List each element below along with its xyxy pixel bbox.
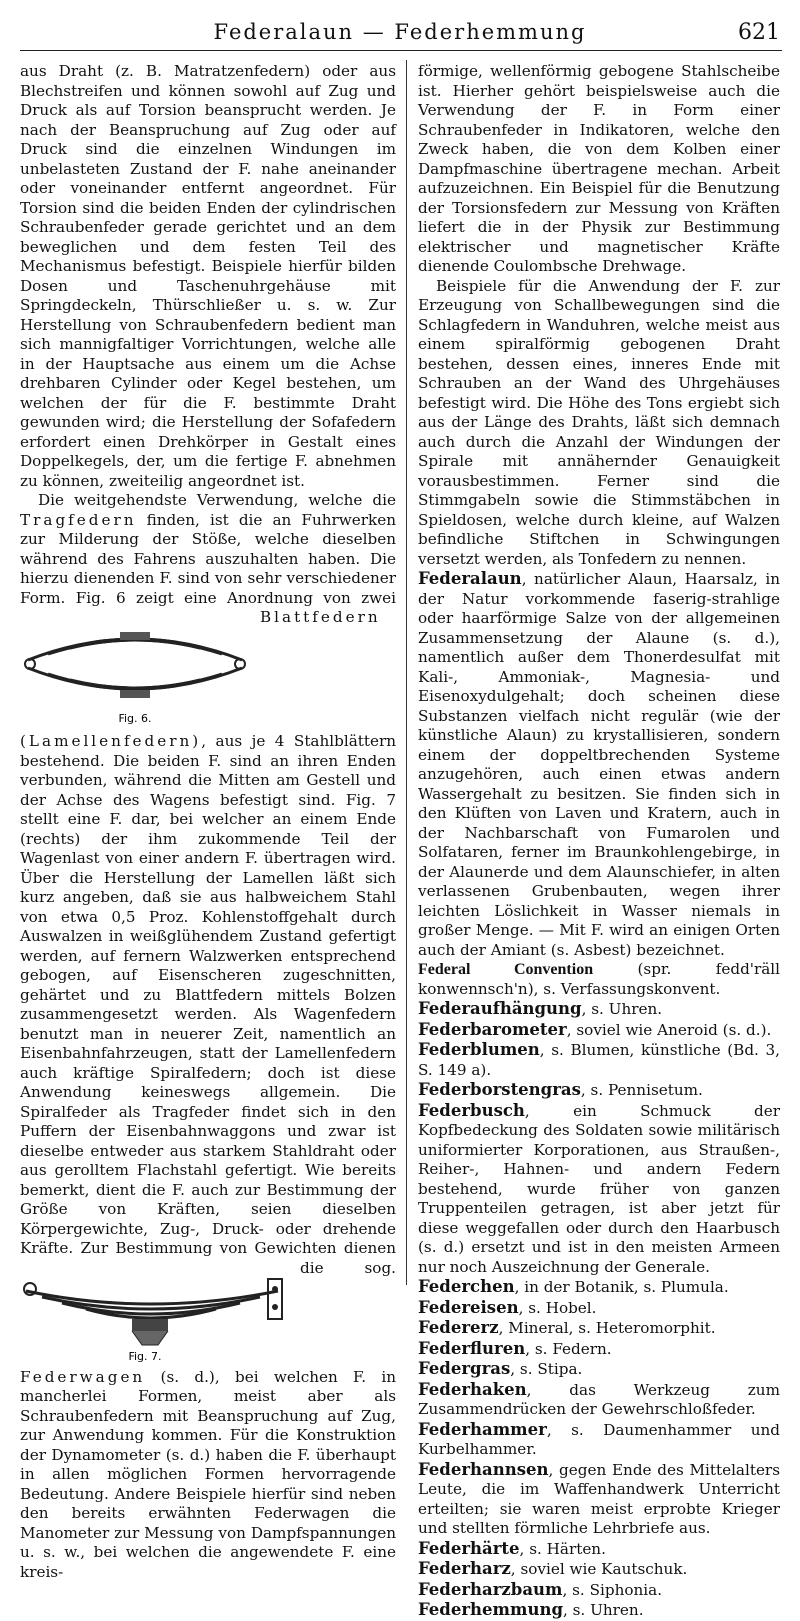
- dictionary-entry: [418, 569, 780, 960]
- dictionary-entry: [418, 1380, 780, 1420]
- text-run: finden, ist die an Fuhrwerken zur Milderung der Stöße, welche dieselben während des Fahrens auszuhalten haben. Die hierzu dienenden F. sind von sehr verschiedener Form. Fig. 6 zeigt eine Anordnung von zwei: [20, 510, 396, 607]
- entry-text: , soviel wie Kautschuk.: [510, 1560, 688, 1578]
- entry-headword: Federhaken: [418, 1379, 527, 1399]
- dictionary-entry: [418, 1020, 780, 1041]
- entry-text: , s. Siphonia.: [562, 1580, 663, 1599]
- page-header: [20, 12, 780, 52]
- dictionary-entry: [418, 1298, 780, 1319]
- dictionary-entry: [418, 1040, 780, 1080]
- figure-caption: Fig. 6.: [118, 712, 152, 725]
- entry-text: , soviel wie Aneroid (s. d.).: [566, 1020, 772, 1039]
- header-rule: [20, 50, 782, 51]
- running-title: Federalaun — Federhemmung: [213, 20, 587, 44]
- figure-6: [20, 610, 250, 730]
- entry-text: , s. Federn.: [525, 1339, 612, 1358]
- paragraph: Beispiele für die Anwendung der F. zur Erzeugung von Schallbewegungen sind die Schlagfedern in Wanduhren, welche meist aus einem spiralförmig gebogenen Draht bestehen, dessen eines, inneres Ende mit Schrauben an der Wand des Uhrgehäuses befestigt wird. Die Höhe des Tons ergiebt sich aus der Länge des Drahts, läßt sich demnach auch durch die Anzahl der Windungen der Spirale mit annähernder Genauigkeit vorausbestimmen. Ferner sind die Stimmgabeln sowie die Stimmstäbchen in Spieldosen, welche durch kleine, auf Walzen befindliche Stiftchen in Schwingungen versetzt werden, als Tonfedern zu nennen.: [418, 276, 780, 568]
- dictionary-entry: [418, 1318, 780, 1339]
- paragraph: [20, 491, 396, 1582]
- entry-headword: Federharzbaum: [418, 1579, 563, 1599]
- entry-text: , s. Daumenhammer und Kurbelhammer.: [418, 1420, 780, 1458]
- text-run: (s. d.), bei welchen F. in mancherlei Formen, meist aber als Schraubenfedern mit Beanspruchung auf Zug, zur Anwendung kommen. Für die Konstruktion der Dynamometer (s. d.) haben die F. überhaupt in allen möglichen Formen hervorragende Bedeutung. Andere Beispiele hierfür sind neben den bereits erwähnten Federwagen die Manometer zur Messung von Dampfspannungen u. s. w., bei welchen die angewendete F. eine kreis-: [20, 1367, 396, 1581]
- dictionary-entry: [418, 960, 780, 999]
- entry-headword: Federbusch: [418, 1100, 525, 1120]
- entry-headword: Federfluren: [418, 1338, 526, 1358]
- entry-headword: Federblumen: [418, 1040, 540, 1059]
- entry-headword: Federeisen: [418, 1297, 519, 1317]
- term: Tragfedern: [20, 510, 137, 529]
- dictionary-entry: [418, 1080, 780, 1101]
- term: Blattfedern (Lamellenfedern): [20, 608, 381, 750]
- left-column: [20, 62, 396, 1582]
- right-column: [418, 62, 780, 1621]
- column-divider: [406, 60, 407, 1285]
- text-run: Die weitgehendste Verwendung, welche die: [38, 491, 396, 509]
- entry-headword: Federerz: [418, 1318, 499, 1337]
- entry-text: , gegen Ende des Mittelalters Leute, die im Waffenhandwerk Unterricht erteilten; sie waren meist erprobte Krieger und stellten förmliche Lehrbriefe aus.: [418, 1460, 780, 1537]
- figure-caption: Fig. 7.: [128, 1349, 162, 1363]
- entry-headword: Federhärte: [418, 1538, 520, 1558]
- dictionary-entry: [418, 1460, 780, 1539]
- entry-text: , s. Hobel.: [518, 1298, 597, 1317]
- dictionary-entry: [418, 1101, 780, 1278]
- entry-headword: Federbarometer: [418, 1019, 567, 1039]
- dictionary-entry: [418, 1580, 780, 1601]
- entry-text: , ein Schmuck der Kopfbedeckung des Soldaten sowie militärisch uniformierter Korporationen, aus Straußen-, Reiher-, Hahnen- und andern Federn bestehend, wurde früher von ganzen Truppenteilen getragen, ist aber jetzt für diese weggefallen oder durch den Haarbusch (s. d.) ersetzt und ist in den meisten Armeen nur noch Auszeichnung der Generale.: [418, 1101, 780, 1276]
- entry-headword: Federhammer: [418, 1419, 547, 1439]
- paragraph: förmige, wellenförmig gebogene Stahlscheibe ist. Hierher gehört beispielsweise auch die Verwendung der F. in Form einer Schraubenfeder in Indikatoren, welche den Zweck haben, die von dem Kolben einer Dampfmaschine übertragene mechan. Arbeit aufzuzeichnen. Ein Beispiel für die Benutzung der Torsionsfedern zur Messung von Kräften liefert die in der Physik zur Bestimmung elektrischer und magnetischer Kräfte dienende Coulombsche Drehwage.: [418, 62, 780, 275]
- dictionary-entry: [418, 1539, 780, 1560]
- entry-headword: Federaufhängung: [418, 999, 582, 1018]
- entry-headword: Federhannsen: [418, 1459, 549, 1479]
- entry-text: (spr. fedd'räll konwennsch'n), s. Verfassungskonvent.: [418, 960, 780, 998]
- entry-text: , s. Uhren.: [562, 1601, 644, 1619]
- term: Federwagen: [20, 1367, 146, 1386]
- entry-text: , in der Botanik, s. Plumula.: [514, 1278, 729, 1296]
- entry-headword: Federal Convention: [418, 961, 594, 978]
- entry-headword: Federgras: [418, 1359, 511, 1378]
- dictionary-entry: [418, 1559, 780, 1580]
- entry-text: , s. Pennisetum.: [580, 1081, 703, 1099]
- leaf-spring-illustration: [20, 1261, 290, 1366]
- entry-text: , das Werkzeug zum Zusammendrücken der Gewehrschloßfeder.: [418, 1380, 780, 1418]
- entry-text: , s. Blumen, künstliche (Bd. 3, S. 149 a).: [418, 1041, 780, 1079]
- figure-7: [20, 1261, 290, 1366]
- entry-text: , Mineral, s. Heteromorphit.: [498, 1319, 716, 1337]
- dictionary-entry: [418, 1277, 780, 1298]
- entry-headword: Federalaun: [418, 569, 522, 588]
- entry-text: , natürlicher Alaun, Haarsalz, in der Natur vorkommende faserig-strahlige oder haarförmige Salze von der allgemeinen Zusammensetzung der Alaune (s. d.), namentlich außer dem Thonerdesulfat mit Kali-, Ammoniak-, Magnesia- und Eisenoxydulgehalt; doch scheinen diese Substanzen vielfach nicht regulär (wie der künstliche Alaun) zu krystallisieren, sondern einem der doppeltbrechenden Systeme anzugehören, auch einen etwas andern Wassergehalt zu besitzen. Sie finden sich in den Klüften von Laven und Kratern, auch in der Nachbarschaft von Fumarolen und Solfataren, ferner im Braunkohlengebirge, in der Alaunerde und dem Alaunschiefer, in alten verlassenen Grubenbauten, wegen ihrer leichten Löslichkeit in Wasser niemals in großer Menge. — Mit F. wird an einigen Orten auch der Amiant (s. Asbest) bezeichnet.: [418, 570, 780, 959]
- dictionary-entry: [418, 1420, 780, 1460]
- entry-text: , s. Uhren.: [581, 1000, 663, 1018]
- leaf-spring-pair-illustration: [20, 610, 250, 730]
- entry-text: , s. Härten.: [519, 1539, 606, 1558]
- entry-list: [418, 569, 780, 1621]
- dictionary-entry: [418, 999, 780, 1020]
- entry-headword: Federborstengras: [418, 1080, 581, 1099]
- dictionary-entry: [418, 1600, 780, 1621]
- text-run: , aus je 4 Stahlblättern bestehend. Die beiden F. sind an ihren Enden verbunden, während die Mitten am Gestell und der Achse des Wagens befestigt sind. Fig. 7 stellt eine F. dar, bei welcher an einem Ende (rechts) der ihm zukommende Teil der Wagenlast von einer andern F. übertragen wird. Über die Herstellung der Lamellen läßt sich kurz angeben, daß sie aus halbweichem Stahl von etwa 0,5 Proz. Kohlenstoffgehalt durch Auswalzen in weißglühendem Zustand gefertigt werden, auf fernern Walzwerken entsprechend gebogen, auf Eisenscheren zugeschnitten, gehärtet und zu Blattfedern mittels Bolzen zusammengesetzt werden. Als Wagenfedern benutzt man in neuerer Zeit, namentlich an Eisenbahnfahrzeugen, statt der Lamellenfedern auch kräftige Spiralfedern; doch ist diese Anwendung keineswegs allgemein. Die Spiralfeder als Tragfeder findet sich in den Puffern der Eisenbahnwaggons und zwar ist dieselbe entweder aus starkem Stahldraht oder aus gerolltem Flachstahl gefertigt. Wie bereits bemerkt, dient die F. auch zur Bestimmung der Größe von Kräften, seien dieselben Körpergewichte, Zug-, Druck- oder drehende Kräfte. Zur Bestimmung von Gewichten dienen die sog.: [20, 732, 396, 1277]
- entry-headword: Federharz: [418, 1559, 511, 1578]
- entry-headword: Federchen: [418, 1277, 515, 1296]
- page-number: 621: [738, 20, 780, 45]
- entry-text: , s. Stipa.: [510, 1360, 583, 1378]
- dictionary-entry: [418, 1359, 780, 1380]
- entry-headword: Federhemmung: [418, 1600, 563, 1619]
- paragraph: aus Draht (z. B. Matratzenfedern) oder aus Blechstreifen und können sowohl auf Zug und Druck als auf Torsion beansprucht werden. Je nach der Beanspruchung auf Zug oder auf Druck sind die einzelnen Windungen im unbelasteten Zustand der F. nahe aneinander oder voneinander entfernt angeordnet. Für Torsion sind die beiden Enden der cylindrischen Schraubenfeder gerade gerichtet und an dem beweglichen und dem festen Teil des Mechanismus befestigt. Beispiele hierfür bilden Dosen und Taschenuhrgehäuse mit Springdeckeln, Thürschließer u. s. w. Zur Herstellung von Schraubenfedern bedient man sich mannigfaltiger Vorrichtungen, welche alle in der Hauptsache aus einem um die Achse drehbaren Cylinder oder Kegel bestehen, um welchen der für die F. bestimmte Draht gewunden wird; die Herstellung der Sofafedern erfordert einen Drehkörper in Gestalt eines Doppelkegels, der, um die fertige F. abnehmen zu können, zweiteilig angeordnet ist.: [20, 62, 396, 490]
- dictionary-entry: [418, 1339, 780, 1360]
